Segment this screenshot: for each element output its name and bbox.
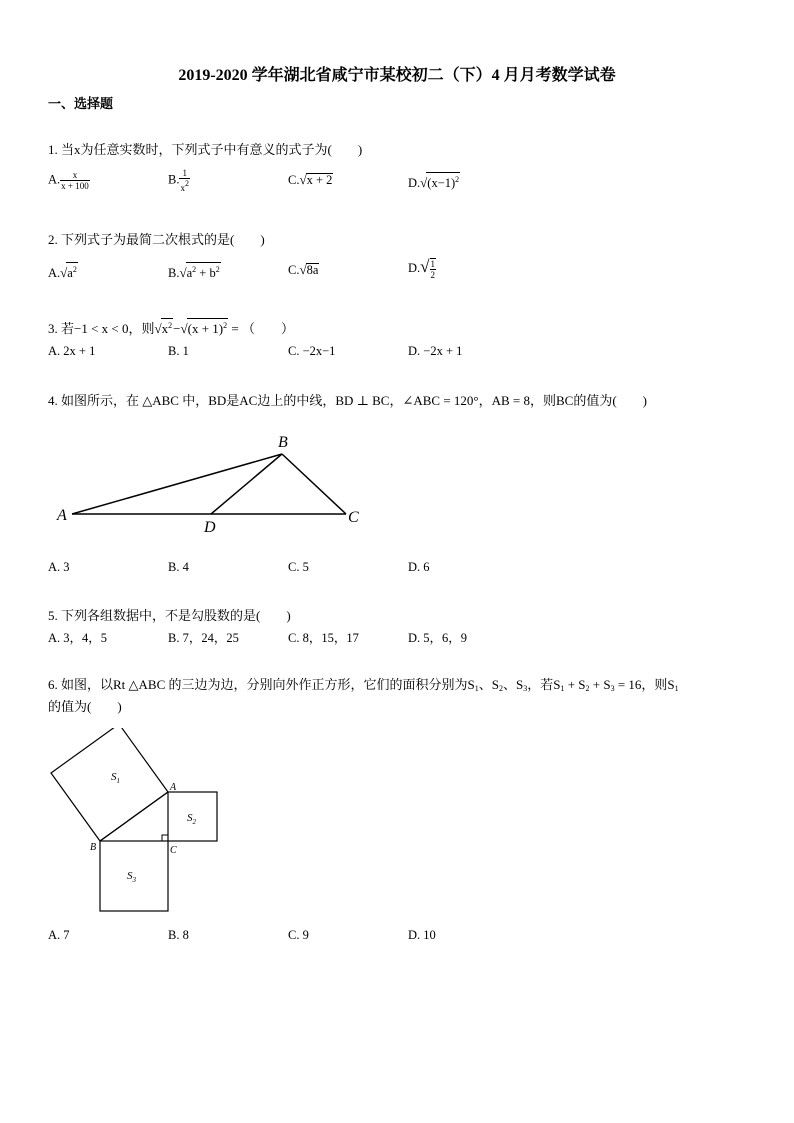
section-heading: 一、选择题 xyxy=(48,96,114,111)
q2-option-c[interactable]: C.√8a xyxy=(288,262,319,277)
q2-option-a[interactable]: $A.√a^2$ xyxy=(48,262,78,281)
right-angle-mark xyxy=(162,835,168,841)
segment-bd xyxy=(211,454,282,514)
question-6-stem-line2: 的值为( ) xyxy=(48,699,122,714)
q5-option-c[interactable]: C. 8，15，17 xyxy=(288,631,359,645)
q5-option-b[interactable]: B. 7，24，25 xyxy=(168,631,239,645)
label-d: D xyxy=(204,519,216,536)
q2-d-fraction: $\frac{1}{2}$ xyxy=(430,259,435,281)
square-s1 xyxy=(51,728,168,841)
label-s2: $S_2$ xyxy=(187,812,196,826)
label-s1: $S_1$ xyxy=(111,771,120,785)
q3-option-c[interactable]: C. −2x−1 xyxy=(288,344,336,358)
q1-a-fraction: $\frac{x}{x + 100}$ xyxy=(61,170,89,191)
q4-option-b[interactable]: B. 4 xyxy=(168,560,189,574)
q5-option-d[interactable]: D. 5，6，9 xyxy=(408,631,468,645)
label-a: A xyxy=(57,507,67,524)
q1-option-a[interactable]: A. $\frac{x}{x + 100}$ xyxy=(48,170,89,191)
label-s3: $S_3$ xyxy=(127,870,136,884)
q4-option-c[interactable]: C. 5 xyxy=(288,560,309,574)
q2-option-b[interactable]: $B.√a^2 + b^2$ xyxy=(168,262,221,281)
q4-option-a[interactable]: A. 3 xyxy=(48,560,70,574)
label-a: A xyxy=(170,782,177,793)
question-5-stem: 5. 下列各组数据中，不是勾股数的是( ) xyxy=(48,608,291,623)
square-s2 xyxy=(168,792,217,841)
label-c: C xyxy=(348,509,359,526)
q3-option-a[interactable]: A. 2x + 1 xyxy=(48,344,96,358)
question-2-stem: 2. 下列式子为最简二次根式的是( ) xyxy=(48,232,265,247)
label-b: B xyxy=(278,434,288,451)
q5-option-a[interactable]: A. 3，4，5 xyxy=(48,631,108,645)
question-6-stem-line1: 6. 如图，以Rt △ABC 的三边为边，分别向外作正方形，它们的面积分别为$S_1$、$S_2$、$S_3$，若$S_1 + S_2 + S_3 = 16$，则$S_1$ xyxy=(48,677,679,693)
page-title: 2019-2020 学年湖北省咸宁市某校初二（下）4 月月考数学试卷 xyxy=(178,67,616,84)
segment-ab xyxy=(72,454,282,514)
segment-ab xyxy=(100,792,168,841)
q1-option-c[interactable]: C.√x + 2 xyxy=(288,172,333,187)
label-b: B xyxy=(90,842,97,853)
q1-b-fraction: $\frac{1}{x^2}$ xyxy=(180,168,189,193)
q6-option-a[interactable]: A. 7 xyxy=(48,928,70,942)
q1-option-d[interactable]: $D.√(x-1)^2$ xyxy=(408,172,460,191)
triangle-abc-figure xyxy=(48,428,378,540)
q6-option-b[interactable]: B. 8 xyxy=(168,928,189,942)
segment-bc xyxy=(282,454,346,514)
q4-option-d[interactable]: D. 6 xyxy=(408,560,430,574)
q1-option-b[interactable]: B. $\frac{1}{x^2}$ xyxy=(168,168,189,193)
q2-option-d[interactable]: D.√ $\frac{1}{2}$ xyxy=(408,257,435,281)
q6-option-d[interactable]: D. 10 xyxy=(408,928,436,942)
question-4-stem: 4. 如图所示，在 △ABC 中，BD是AC边上的中线，BD ⊥ BC，∠ABC = 120°，AB = 8，则BC的值为( ) xyxy=(48,393,648,408)
q3-option-d[interactable]: D. −2x + 1 xyxy=(408,344,463,358)
q6-option-c[interactable]: C. 9 xyxy=(288,928,309,942)
question-1-stem: 1. 当x为任意实数时，下列式子中有意义的式子为( ) xyxy=(48,142,363,157)
pythagorean-squares-figure xyxy=(48,728,228,920)
label-c: C xyxy=(170,845,177,856)
question-3-stem: 3. 若−1 < x < 0，则$√x^2-√(x + 1)^2$ = （ ） xyxy=(48,318,294,337)
q3-option-b[interactable]: B. 1 xyxy=(168,344,189,358)
